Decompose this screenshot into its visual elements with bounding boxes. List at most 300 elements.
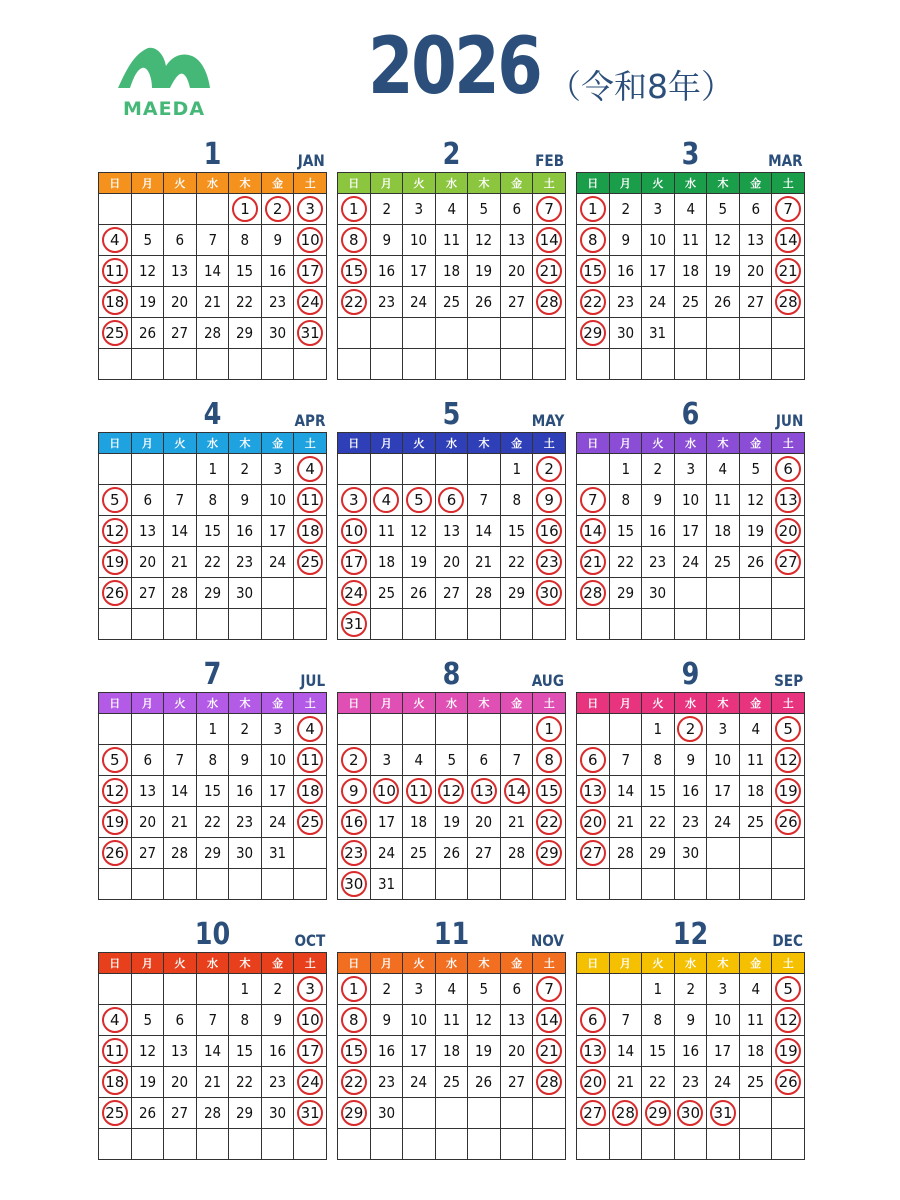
month-grid (98, 692, 327, 900)
day-number: 12 (475, 1011, 493, 1029)
empty-cell (261, 869, 294, 900)
empty-cell (609, 609, 642, 640)
day-cell (131, 578, 164, 609)
day-cell (577, 225, 610, 256)
day-cell (294, 714, 327, 745)
day-cell (577, 1005, 610, 1036)
day-cell (403, 547, 436, 578)
day-cell (533, 256, 566, 287)
empty-cell (131, 1129, 164, 1160)
month-title (337, 658, 566, 692)
weekday-label: 土 (294, 953, 327, 974)
weekday-label: 火 (642, 953, 675, 974)
empty-cell (403, 1129, 436, 1160)
day-cell (294, 194, 327, 225)
day-off-circle: 29 (536, 840, 562, 866)
day-off-circle: 22 (536, 809, 562, 835)
empty-cell (164, 194, 197, 225)
day-number: 5 (479, 200, 489, 218)
empty-cell (403, 1098, 436, 1129)
day-off-circle: 13 (580, 1038, 606, 1064)
empty-cell (772, 869, 805, 900)
day-cell (739, 287, 772, 318)
day-number: 28 (171, 584, 189, 602)
month-block (576, 138, 805, 380)
day-number: 10 (649, 231, 667, 249)
day-number: 15 (649, 1042, 667, 1060)
day-off-circle: 21 (536, 1038, 562, 1064)
day-number: 13 (442, 522, 461, 540)
empty-cell (674, 609, 707, 640)
day-off-circle: 4 (102, 1007, 128, 1033)
day-cell (468, 578, 501, 609)
day-off-circle: 14 (536, 1007, 562, 1033)
empty-cell (370, 714, 403, 745)
month-number: 2 (442, 137, 461, 172)
month-grid (337, 172, 566, 380)
day-off-circle: 30 (677, 1100, 703, 1126)
day-number: 1 (240, 980, 250, 998)
day-number: 3 (382, 751, 391, 769)
month-title (98, 398, 327, 432)
day-off-circle: 17 (341, 549, 367, 575)
week-row (577, 714, 805, 745)
month-block (576, 918, 805, 1160)
day-cell (642, 745, 675, 776)
empty-cell (468, 318, 501, 349)
weekday-label: 水 (674, 433, 707, 454)
empty-cell (338, 1129, 371, 1160)
month-name: JAN (298, 151, 325, 170)
day-number: 2 (621, 200, 630, 218)
day-number: 23 (236, 813, 254, 831)
day-cell (739, 807, 772, 838)
empty-cell (164, 609, 197, 640)
day-number: 24 (410, 293, 428, 311)
day-number: 6 (512, 200, 521, 218)
day-off-circle: 29 (341, 1100, 367, 1126)
empty-cell (403, 349, 436, 380)
day-off-circle: 18 (297, 778, 323, 804)
day-cell (403, 776, 436, 807)
era-label: （令和8年） (548, 67, 734, 106)
day-cell (707, 1036, 740, 1067)
day-off-circle: 24 (341, 580, 367, 606)
day-cell (370, 194, 403, 225)
day-cell (577, 194, 610, 225)
day-cell (338, 1098, 371, 1129)
empty-cell (533, 869, 566, 900)
weekday-label: 水 (674, 173, 707, 194)
day-number: 18 (377, 553, 395, 571)
day-number: 11 (747, 1011, 765, 1029)
day-cell (131, 1005, 164, 1036)
month-title (98, 138, 327, 172)
day-number: 23 (236, 553, 254, 571)
day-cell (196, 1067, 229, 1098)
day-cell (229, 454, 262, 485)
day-cell (500, 807, 533, 838)
day-cell (99, 318, 132, 349)
weekday-label: 金 (261, 173, 294, 194)
empty-cell (261, 609, 294, 640)
empty-cell (164, 1129, 197, 1160)
weekday-label: 火 (403, 693, 436, 714)
week-row (577, 869, 805, 900)
day-number: 10 (269, 751, 287, 769)
day-off-circle: 12 (775, 747, 801, 773)
day-cell (707, 807, 740, 838)
day-number: 25 (410, 844, 428, 862)
day-cell (131, 485, 164, 516)
day-off-circle: 16 (341, 809, 367, 835)
weekday-label: 金 (739, 953, 772, 974)
day-cell (468, 838, 501, 869)
day-off-circle: 2 (677, 716, 703, 742)
month-grid (337, 692, 566, 900)
day-cell (403, 974, 436, 1005)
day-off-circle: 10 (297, 1007, 323, 1033)
day-cell (772, 516, 805, 547)
day-off-circle: 6 (580, 747, 606, 773)
empty-cell (99, 194, 132, 225)
day-cell (500, 1005, 533, 1036)
day-number: 14 (171, 782, 189, 800)
day-off-circle: 25 (102, 320, 128, 346)
day-off-circle: 14 (504, 778, 530, 804)
weekday-label: 火 (164, 693, 197, 714)
empty-cell (468, 454, 501, 485)
day-number: 9 (273, 1011, 282, 1029)
empty-cell (707, 609, 740, 640)
day-cell (229, 807, 262, 838)
day-off-circle: 25 (102, 1100, 128, 1126)
empty-cell (131, 974, 164, 1005)
weekday-label: 木 (707, 433, 740, 454)
empty-cell (435, 869, 468, 900)
empty-cell (609, 1129, 642, 1160)
day-number: 10 (410, 1011, 428, 1029)
day-cell (707, 225, 740, 256)
day-cell (739, 1067, 772, 1098)
day-off-circle: 31 (341, 611, 367, 637)
day-cell (370, 1067, 403, 1098)
day-number: 16 (377, 262, 395, 280)
weekday-label: 土 (294, 173, 327, 194)
month-name: OCT (294, 931, 325, 950)
month-name: DEC (772, 931, 803, 950)
day-number: 6 (751, 200, 760, 218)
day-cell (294, 776, 327, 807)
week-row (99, 838, 327, 869)
day-cell (164, 1067, 197, 1098)
day-cell (533, 454, 566, 485)
day-number: 31 (269, 844, 287, 862)
empty-cell (500, 1098, 533, 1129)
day-number: 23 (377, 293, 395, 311)
weekday-label: 木 (707, 953, 740, 974)
day-cell (674, 1005, 707, 1036)
weekday-header-row (338, 693, 566, 714)
day-number: 27 (138, 584, 156, 602)
day-cell (196, 454, 229, 485)
weekday-label: 土 (772, 173, 805, 194)
day-cell (338, 578, 371, 609)
day-cell (370, 1098, 403, 1129)
empty-cell (370, 1129, 403, 1160)
maeda-logo (112, 40, 216, 122)
day-number: 7 (512, 751, 521, 769)
day-cell (196, 745, 229, 776)
day-number: 19 (714, 262, 732, 280)
weekday-label: 月 (131, 433, 164, 454)
week-row (577, 1005, 805, 1036)
month-title (576, 918, 805, 952)
day-number: 29 (616, 584, 634, 602)
day-cell (131, 516, 164, 547)
day-number: 11 (442, 231, 461, 249)
day-cell (99, 1067, 132, 1098)
day-cell (261, 838, 294, 869)
day-off-circle: 9 (536, 487, 562, 513)
day-cell (772, 485, 805, 516)
weekday-label: 日 (99, 953, 132, 974)
day-cell (468, 287, 501, 318)
week-row (577, 1129, 805, 1160)
day-number: 8 (621, 491, 630, 509)
day-cell (338, 1067, 371, 1098)
day-cell (772, 745, 805, 776)
day-number: 19 (747, 522, 765, 540)
week-row (338, 807, 566, 838)
weekday-label: 火 (642, 693, 675, 714)
week-row (577, 516, 805, 547)
day-off-circle: 1 (580, 196, 606, 222)
empty-cell (338, 349, 371, 380)
weekday-header-row (577, 433, 805, 454)
day-cell (500, 454, 533, 485)
day-cell (229, 1036, 262, 1067)
day-number: 16 (649, 522, 667, 540)
day-off-circle: 19 (102, 549, 128, 575)
day-cell (403, 225, 436, 256)
day-number: 6 (175, 1011, 185, 1029)
day-cell (577, 578, 610, 609)
day-off-circle: 1 (536, 716, 562, 742)
day-cell (261, 194, 294, 225)
empty-cell (196, 609, 229, 640)
day-cell (229, 256, 262, 287)
day-number: 30 (236, 584, 254, 602)
day-cell (403, 838, 436, 869)
day-off-circle: 22 (580, 289, 606, 315)
week-row (577, 1036, 805, 1067)
weekday-label: 土 (533, 693, 566, 714)
day-cell (533, 714, 566, 745)
day-number: 16 (269, 262, 287, 280)
day-number: 1 (208, 460, 217, 478)
day-number: 14 (203, 1042, 222, 1060)
day-cell (261, 1036, 294, 1067)
day-number: 21 (203, 293, 222, 311)
day-cell (294, 1036, 327, 1067)
day-off-circle: 11 (297, 487, 323, 513)
month-grid (98, 172, 327, 380)
day-cell (577, 776, 610, 807)
day-number: 1 (621, 460, 630, 478)
day-number: 31 (377, 875, 395, 893)
day-cell (772, 1005, 805, 1036)
day-cell (642, 1067, 675, 1098)
day-number: 17 (681, 522, 700, 540)
day-number: 25 (442, 293, 461, 311)
day-off-circle: 15 (580, 258, 606, 284)
month-grid (576, 172, 805, 380)
day-off-circle: 15 (341, 1038, 367, 1064)
weekday-label: 日 (338, 173, 371, 194)
day-number: 8 (653, 1011, 663, 1029)
day-number: 24 (410, 1073, 428, 1091)
day-number: 7 (208, 1011, 217, 1029)
empty-cell (707, 1129, 740, 1160)
day-number: 11 (714, 491, 732, 509)
day-cell (533, 1036, 566, 1067)
day-cell (294, 485, 327, 516)
empty-cell (196, 974, 229, 1005)
day-cell (294, 1098, 327, 1129)
day-number: 18 (442, 262, 461, 280)
day-cell (772, 225, 805, 256)
day-off-circle: 20 (775, 518, 801, 544)
day-cell (468, 547, 501, 578)
day-number: 27 (747, 293, 765, 311)
day-cell (772, 807, 805, 838)
day-cell (164, 256, 197, 287)
day-cell (609, 745, 642, 776)
week-row (338, 485, 566, 516)
day-off-circle: 19 (102, 809, 128, 835)
day-number: 15 (203, 782, 222, 800)
day-off-circle: 2 (536, 456, 562, 482)
week-row (99, 287, 327, 318)
day-cell (577, 516, 610, 547)
day-number: 14 (616, 1042, 634, 1060)
day-cell (577, 287, 610, 318)
month-block (98, 138, 327, 380)
day-cell (164, 776, 197, 807)
day-number: 21 (171, 553, 189, 571)
day-off-circle: 25 (297, 809, 323, 835)
day-cell (577, 1098, 610, 1129)
day-cell (229, 485, 262, 516)
day-cell (261, 1098, 294, 1129)
month-name: MAR (768, 151, 803, 170)
weekday-label: 金 (500, 433, 533, 454)
week-row (99, 225, 327, 256)
weekday-label: 金 (500, 173, 533, 194)
empty-cell (533, 318, 566, 349)
day-number: 5 (479, 980, 489, 998)
day-cell (370, 776, 403, 807)
day-number: 13 (138, 522, 156, 540)
week-row (338, 516, 566, 547)
empty-cell (435, 1129, 468, 1160)
day-cell (370, 838, 403, 869)
day-number: 28 (203, 1104, 222, 1122)
day-cell (609, 1005, 642, 1036)
day-number: 9 (686, 1011, 695, 1029)
day-off-circle: 6 (775, 456, 801, 482)
day-cell (739, 516, 772, 547)
day-number: 7 (621, 1011, 630, 1029)
day-number: 28 (475, 584, 493, 602)
day-off-circle: 22 (341, 289, 367, 315)
week-row (99, 807, 327, 838)
week-row (99, 1067, 327, 1098)
empty-cell (370, 349, 403, 380)
weekday-label: 木 (468, 693, 501, 714)
day-cell (739, 1036, 772, 1067)
empty-cell (164, 454, 197, 485)
empty-cell (435, 1098, 468, 1129)
day-number: 22 (649, 813, 667, 831)
day-off-circle: 3 (297, 196, 323, 222)
month-number: 5 (442, 397, 461, 432)
day-cell (642, 838, 675, 869)
empty-cell (707, 318, 740, 349)
day-cell (468, 256, 501, 287)
day-cell (577, 745, 610, 776)
day-cell (338, 776, 371, 807)
month-title (98, 918, 327, 952)
empty-cell (261, 349, 294, 380)
day-cell (338, 256, 371, 287)
day-cell (674, 194, 707, 225)
weekday-label: 金 (261, 693, 294, 714)
day-cell (403, 578, 436, 609)
week-row (577, 776, 805, 807)
day-cell (196, 578, 229, 609)
day-cell (642, 807, 675, 838)
week-row (338, 1005, 566, 1036)
day-cell (533, 485, 566, 516)
empty-cell (739, 1129, 772, 1160)
day-number: 24 (377, 844, 395, 862)
day-cell (577, 256, 610, 287)
day-off-circle: 3 (341, 487, 367, 513)
day-cell (772, 454, 805, 485)
day-cell (99, 516, 132, 547)
weekday-header-row (338, 173, 566, 194)
day-cell (435, 225, 468, 256)
day-number: 24 (714, 813, 732, 831)
day-number: 26 (410, 584, 428, 602)
day-cell (707, 485, 740, 516)
day-cell (229, 578, 262, 609)
day-cell (707, 1098, 740, 1129)
day-off-circle: 7 (536, 976, 562, 1002)
day-number: 29 (508, 584, 526, 602)
day-cell (99, 745, 132, 776)
day-off-circle: 13 (471, 778, 497, 804)
day-number: 29 (236, 1104, 254, 1122)
day-cell (533, 578, 566, 609)
empty-cell (468, 609, 501, 640)
day-number: 30 (681, 844, 700, 862)
day-cell (642, 256, 675, 287)
day-off-circle: 26 (102, 840, 128, 866)
day-number: 4 (686, 200, 695, 218)
